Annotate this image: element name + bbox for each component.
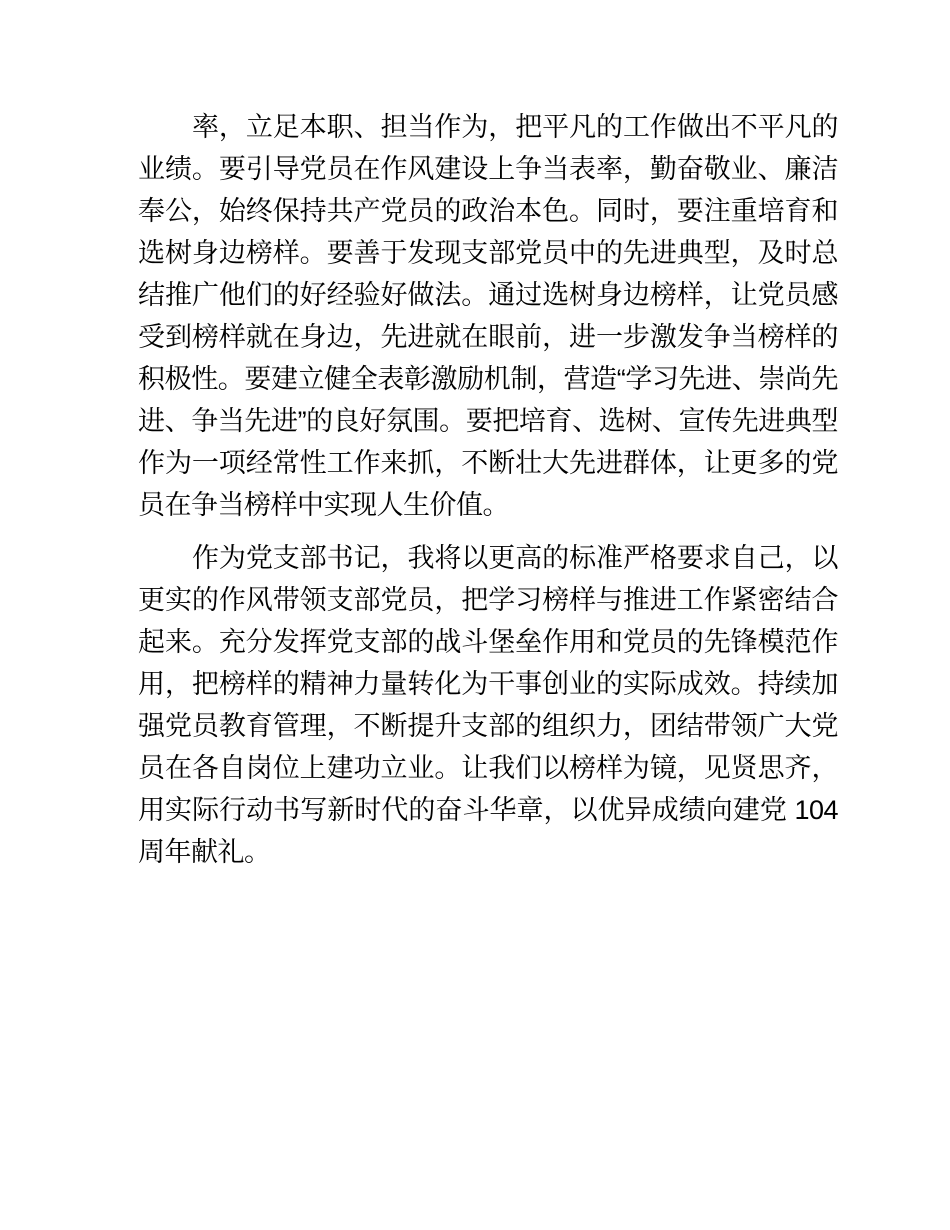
paragraph-1: 率，立足本职、担当作为，把平凡的工作做出不平凡的业绩。要引导党员在作风建设上争当表率，勤奋敬业、廉洁奉公，始终保持共产党员的政治本色。同时，要注重培育和选树身边榜样。要善于发现支部党员中的先进典型，及时总结推广他们的好经验好做法。通过选树身边榜样，让党员感受到榜样就在身边，先进就在眼前，进一步激发争当榜样的积极性。要建立健全表彰激励机制，营造“学习先进、崇尚先进、争当先进”的良好氛围。要把培育、选树、宣传先进典型作为一项经常性工作来抓，不断壮大先进群体，让更多的党员在争当榜样中实现人生价值。 xyxy=(138,112,838,520)
paragraph-2: 作为党支部书记，我将以更高的标准严格要求自己，以更实的作风带领支部党员，把学习榜样与推进工作紧密结合起来。充分发挥党支部的战斗堡垒作用和党员的先锋模范作用，把榜样的精神力量转化为干事创业的实际成效。持续加强党员教育管理，不断提升支部的组织力，团结带领广大党员在各自岗位上建功立业。让我们以榜样为镜，见贤思齐，用实际行动书写新时代的奋斗华章，以优异成绩向建党 104 周年献礼。 xyxy=(138,543,838,867)
document-body xyxy=(138,106,838,873)
